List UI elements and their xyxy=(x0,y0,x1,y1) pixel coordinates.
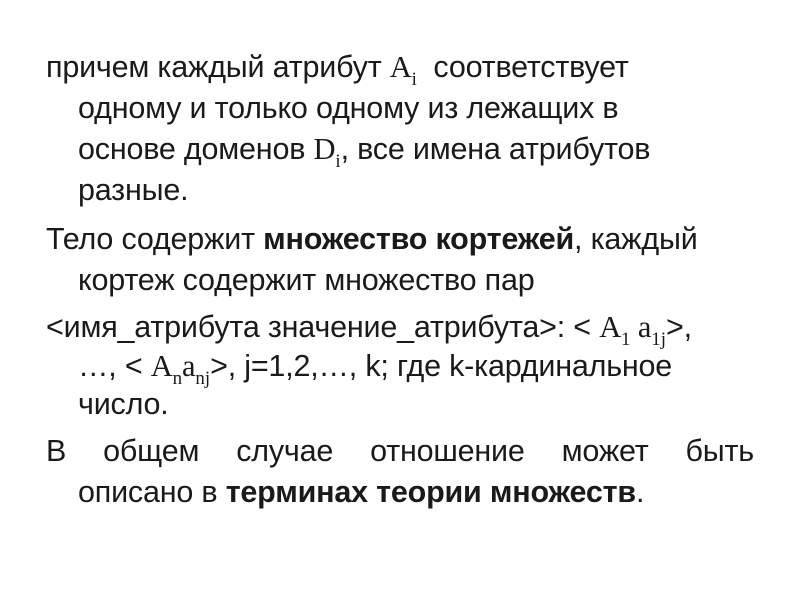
subscript: 1j xyxy=(651,328,666,350)
word: общем xyxy=(103,434,200,468)
math-symbol: A xyxy=(599,310,622,344)
text: Тело содержит xyxy=(46,222,264,256)
text: причем каждый атрибут xyxy=(46,50,390,84)
text: одному и только одному из лежащих в xyxy=(78,91,619,125)
word: случае xyxy=(236,434,334,468)
text: , все имена атрибутов xyxy=(340,132,651,166)
text-line-justified xyxy=(46,433,754,469)
bold-term: множество кортежей xyxy=(263,222,575,256)
text: . xyxy=(635,475,645,509)
text: >, j=1,2,…, k; где k-кардинальное xyxy=(210,349,673,383)
subscript: nj xyxy=(195,367,211,389)
text: число. xyxy=(78,387,169,421)
bold-term: терминах теории множеств xyxy=(225,475,636,509)
text: <имя_атрибута значение_атрибута>: < xyxy=(46,310,600,344)
math-symbol: a xyxy=(630,310,652,344)
math-symbol: a xyxy=(182,349,196,383)
text: основе доменов xyxy=(78,132,314,166)
math-symbol: A xyxy=(150,349,173,383)
subscript: i xyxy=(411,68,417,90)
text: кортеж содержит множество пар xyxy=(78,263,535,297)
subscript: 1 xyxy=(621,328,631,350)
text-line xyxy=(78,262,535,298)
text: …, < xyxy=(78,349,151,383)
text-line xyxy=(78,90,618,126)
math-symbol: A xyxy=(389,50,412,84)
word: может xyxy=(561,434,649,468)
text-line xyxy=(78,386,169,422)
word: отношение xyxy=(370,434,525,468)
subscript: n xyxy=(172,367,183,389)
text: соответствует xyxy=(416,50,629,84)
text-line xyxy=(46,221,698,257)
text-line xyxy=(78,172,188,208)
text-line xyxy=(78,474,644,510)
math-symbol: D xyxy=(313,132,336,166)
text: описано в xyxy=(78,475,226,509)
word: В xyxy=(46,434,67,468)
text: >, xyxy=(665,310,692,344)
word: быть xyxy=(685,434,754,468)
text: разные. xyxy=(78,173,189,207)
text: , каждый xyxy=(574,222,698,256)
subscript: i xyxy=(335,150,341,172)
